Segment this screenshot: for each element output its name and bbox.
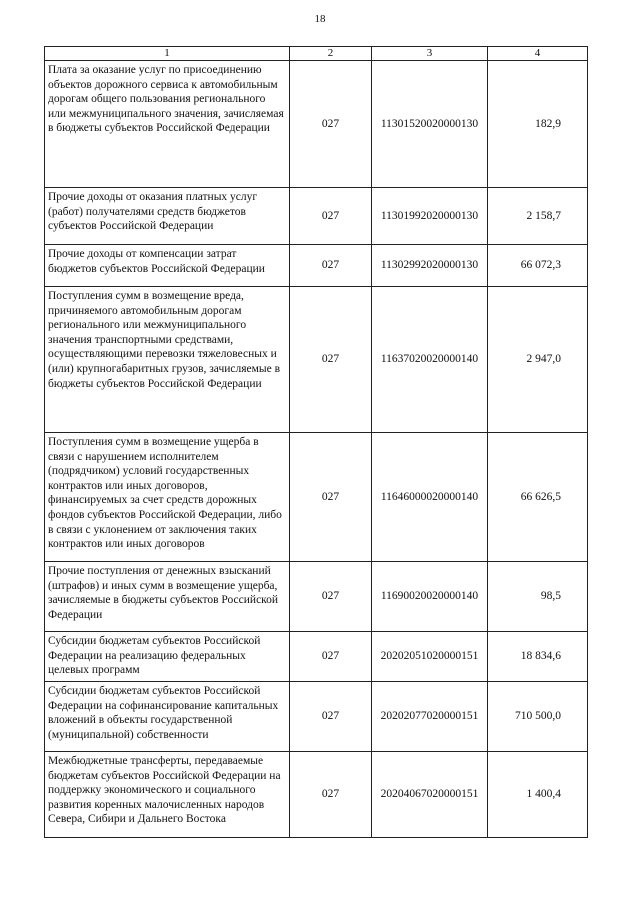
admin-code-cell: 027 [290,752,372,838]
budget-code-cell: 11690020020000140 [372,562,488,632]
revenue-name-cell: Прочие доходы от оказания платных услуг (работ) получателями средств бюджетов субъектов Российской Федерации [45,188,290,245]
table-row [45,433,588,562]
admin-code-cell: 027 [290,287,372,433]
revenue-name-cell: Субсидии бюджетам субъектов Российской Федерации на софинансирование капитальных вложений в объекты государственной (муниципальной) собственности [45,682,290,752]
budget-code-cell: 11301520020000130 [372,61,488,188]
revenue-table [44,46,588,838]
revenue-name-cell: Плата за оказание услуг по присоединению объектов дорожного сервиса к автомобильным дорогам общего пользования регионального или межмуниципального значения, зачисляемая в бюджеты субъектов Российской Федерации [45,61,290,188]
revenue-name-cell: Прочие поступления от денежных взысканий (штрафов) и иных сумм в возмещение ущерба, зачисляемые в бюджеты субъектов Российской Федерации [45,562,290,632]
revenue-name-cell: Поступления сумм в возмещение ущерба в связи с нарушением исполнителем (подрядчиком) условий государственных контрактов или иных договоров, финансируемых за счет средств дорожных фондов субъектов Российской Федерации, либо в связи с уклонением от заключения таких контрактов или иных договоров [45,433,290,562]
column-header-4: 4 [488,47,588,61]
table-row [45,245,588,287]
amount-cell: 2 158,7 [488,188,588,245]
amount-cell: 18 834,6 [488,632,588,682]
budget-code-cell: 11637020020000140 [372,287,488,433]
admin-code-cell: 027 [290,562,372,632]
revenue-name-cell: Поступления сумм в возмещение вреда, причиняемого автомобильным дорогам регионального или межмуниципального значения транспортными средствами, осуществляющими перевозки тяжеловесных и (или) крупногабаритных грузов, зачисляемые в бюджеты субъектов Российской Федерации [45,287,290,433]
revenue-name-cell: Прочие доходы от компенсации затрат бюджетов субъектов Российской Федерации [45,245,290,287]
amount-cell: 710 500,0 [488,682,588,752]
amount-cell: 182,9 [488,61,588,188]
budget-code-cell: 11302992020000130 [372,245,488,287]
table-header-row [45,47,588,61]
admin-code-cell: 027 [290,61,372,188]
table-row [45,682,588,752]
amount-cell: 98,5 [488,562,588,632]
table-row [45,287,588,433]
revenue-name-cell: Субсидии бюджетам субъектов Российской Федерации на реализацию федеральных целевых программ [45,632,290,682]
table-row [45,188,588,245]
admin-code-cell: 027 [290,632,372,682]
table-row [45,61,588,188]
budget-code-cell: 20202051020000151 [372,632,488,682]
page-number: 18 [314,13,326,25]
amount-cell: 66 626,5 [488,433,588,562]
revenue-name-cell: Межбюджетные трансферты, передаваемые бюджетам субъектов Российской Федерации на поддержку экономического и социального развития коренных малочисленных народов Севера, Сибири и Дальнего Востока [45,752,290,838]
amount-cell: 66 072,3 [488,245,588,287]
admin-code-cell: 027 [290,682,372,752]
budget-code-cell: 20204067020000151 [372,752,488,838]
amount-cell: 1 400,4 [488,752,588,838]
amount-cell: 2 947,0 [488,287,588,433]
admin-code-cell: 027 [290,188,372,245]
admin-code-cell: 027 [290,433,372,562]
column-header-2: 2 [290,47,372,61]
admin-code-cell: 027 [290,245,372,287]
budget-code-cell: 20202077020000151 [372,682,488,752]
column-header-3: 3 [372,47,488,61]
column-header-1: 1 [45,47,290,61]
table-row [45,632,588,682]
budget-code-cell: 11301992020000130 [372,188,488,245]
table-row [45,752,588,838]
table-row [45,562,588,632]
budget-code-cell: 11646000020000140 [372,433,488,562]
